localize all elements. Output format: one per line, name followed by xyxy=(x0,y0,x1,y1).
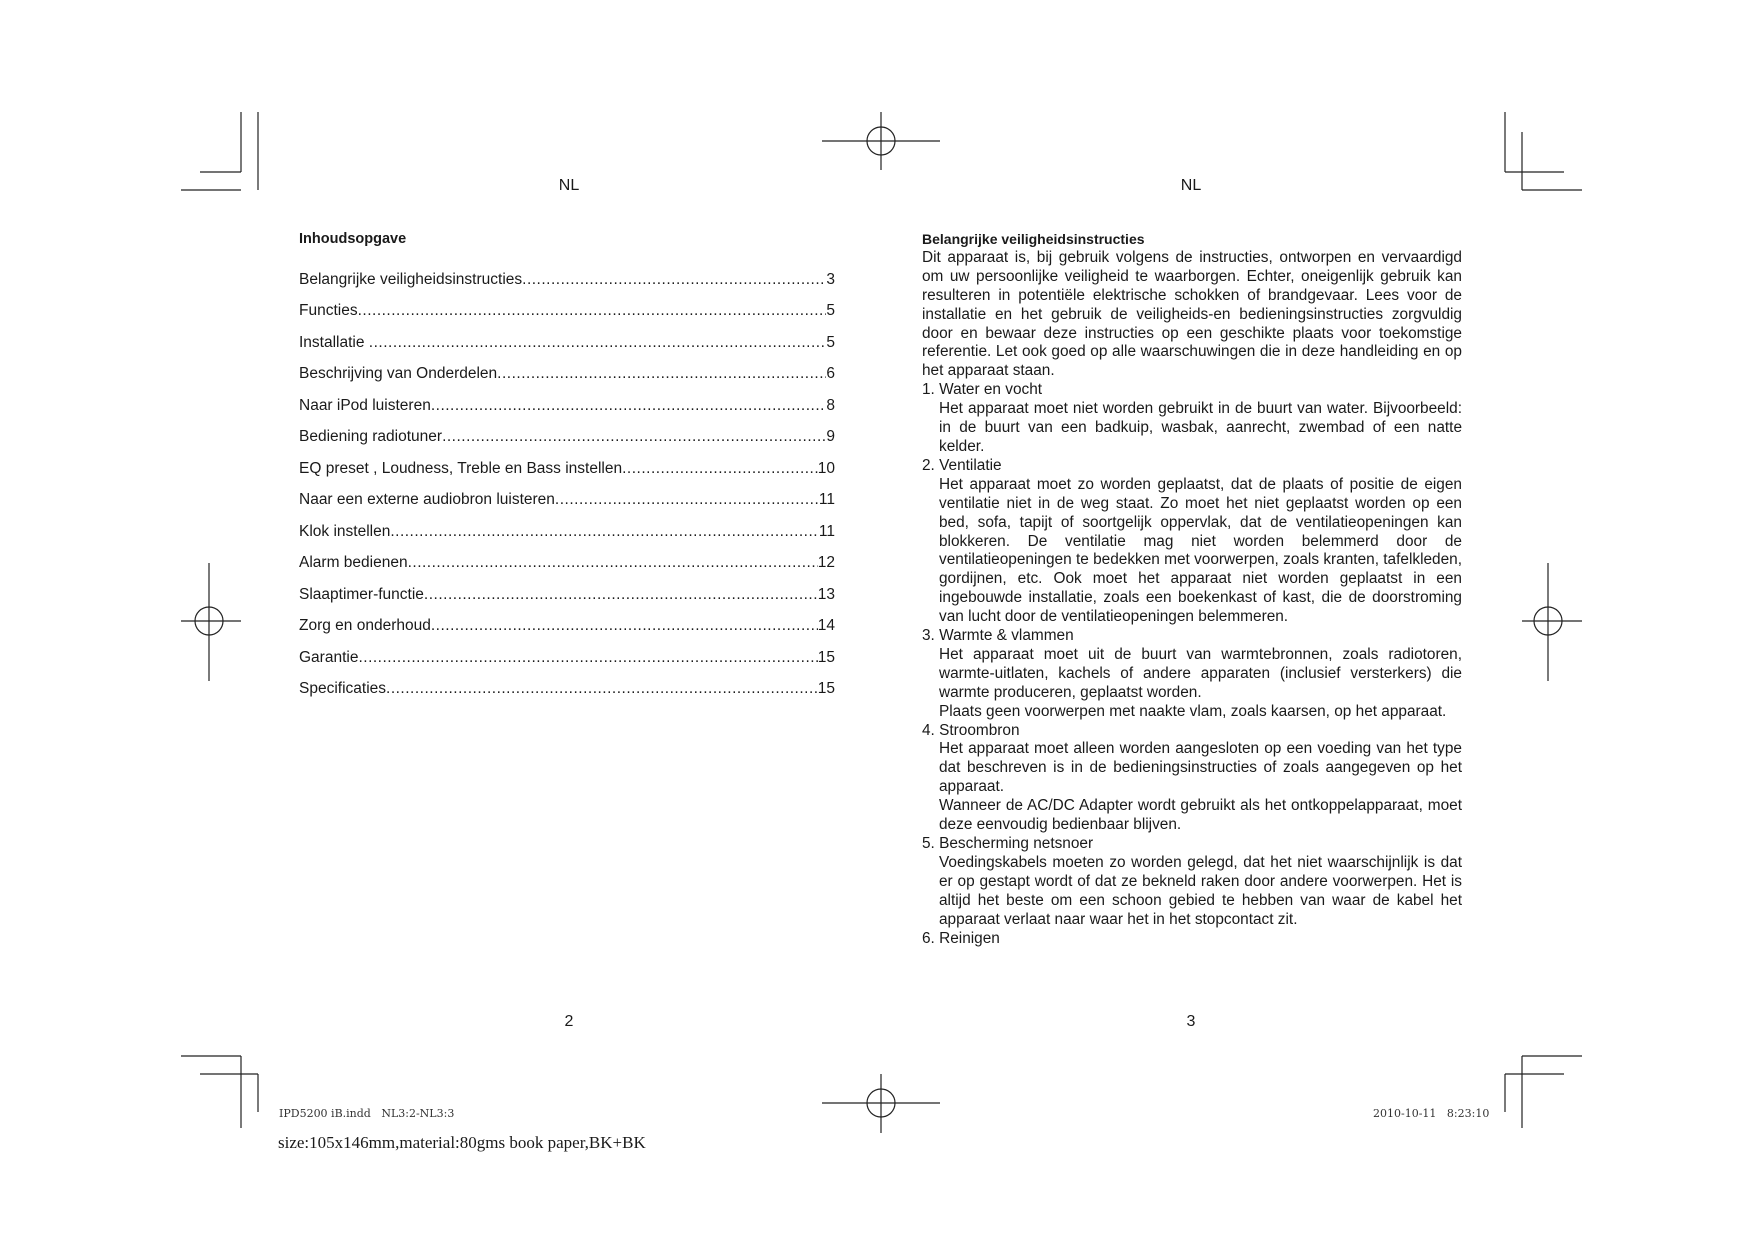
toc-leader-dots xyxy=(555,491,819,509)
section-paragraph: Voedingskabels moeten zo worden gelegd, dat het niet waarschijnlijk is dat er op gestapt wordt of dat ze bekneld raken door andere voorwerpen. Het is altijd het beste om een schoon gebied te hebben van waar de kabel het apparaat verlaat naar waar het in het stopcontact zit. xyxy=(939,853,1462,928)
table-of-contents xyxy=(299,257,835,698)
footer-size-note: size:105x146mm,material:80gms book paper,BK+BK xyxy=(278,1133,646,1152)
toc-entry-page: 14 xyxy=(817,617,835,634)
toc-entry-page: 15 xyxy=(817,648,835,666)
section-paragraph: Het apparaat moet alleen worden aangesloten op een voeding van het type dat beschreven is in de bedieningsinstructies of zoals aangegeven op het apparaat. xyxy=(939,740,1462,796)
toc-entry xyxy=(299,478,835,510)
left-page-language: NL xyxy=(558,177,580,194)
section-body xyxy=(922,476,1462,627)
toc-leader-dots xyxy=(386,680,818,698)
toc-entry-label: Belangrijke veiligheidsinstructies xyxy=(299,270,523,288)
toc-leader-dots xyxy=(390,523,819,541)
toc-entry xyxy=(299,352,835,384)
toc-entry-label: Alarm bedienen xyxy=(299,554,408,571)
section-heading: 6. Reinigen xyxy=(922,929,1000,947)
toc-entry-page: 9 xyxy=(826,428,835,445)
safety-intro: Dit apparaat is, bij gebruik volgens de instructies, ontworpen en vervaardigd om uw persoonlijke veiligheid te waarborgen. Echter, oneigenlijk gebruik kan resulteren in potentiële elektrische schokken of brandgevaar. Lees voor de installatie en het gebruik de veiligheids-en bedieningsinstructies zorgvuldig door en bewaar deze instructies op een geschikte plaats voor toekomstige referentie. Let ook goed op alle waarschuwingen die in deze handleiding en op het apparaat staan. xyxy=(922,248,1462,380)
safety-sections xyxy=(922,381,1462,948)
section-heading: 1. Water en vocht xyxy=(922,381,1043,399)
toc-leader-dots xyxy=(431,617,818,635)
right-page-number: 3 xyxy=(1186,1013,1196,1030)
left-page-number: 2 xyxy=(564,1013,574,1030)
toc-entry xyxy=(299,446,835,478)
footer-file-info: IPD5200 iB.indd NL3:2-NL3:3 xyxy=(279,1107,455,1120)
safety-instructions xyxy=(922,230,1462,948)
right-page-language: NL xyxy=(1180,177,1202,194)
toc-leader-dots xyxy=(522,271,826,289)
toc-entry-label: Zorg en onderhoud xyxy=(299,617,431,634)
toc-entry-label: Beschrijving van Onderdelen xyxy=(299,365,498,382)
toc-entry-label: Specificaties xyxy=(299,680,387,697)
footer-timestamp: 2010-10-11 8:23:10 xyxy=(1373,1107,1490,1120)
toc-entry xyxy=(299,509,835,541)
toc-entry-label: Slaaptimer-functie xyxy=(299,585,424,603)
toc-leader-dots xyxy=(622,460,818,478)
toc-entry-page: 3 xyxy=(826,270,835,288)
toc-entry-page: 13 xyxy=(817,585,835,603)
toc-entry-label: Bediening radiotuner xyxy=(299,428,443,445)
toc-entry-label: EQ preset , Loudness, Treble en Bass instellen xyxy=(299,459,623,477)
toc-leader-dots xyxy=(358,302,827,320)
toc-entry-page: 10 xyxy=(817,459,835,477)
toc-entry-page: 11 xyxy=(818,491,835,508)
toc-entry-page: 5 xyxy=(826,302,835,319)
toc-entry xyxy=(299,604,835,636)
toc-entry xyxy=(299,635,835,667)
section-body xyxy=(922,740,1462,835)
toc-entry xyxy=(299,320,835,352)
toc-entry-page: 12 xyxy=(817,554,835,571)
safety-title: Belangrijke veiligheidsinstructies xyxy=(922,231,1145,247)
toc-leader-dots xyxy=(358,649,817,667)
toc-entry-label: Klok instellen xyxy=(299,522,391,540)
toc-entry-label: Naar iPod luisteren xyxy=(299,396,431,414)
toc-entry xyxy=(299,572,835,604)
toc-entry xyxy=(299,667,835,699)
section-body xyxy=(922,854,1462,930)
toc-entry-page: 11 xyxy=(818,522,835,540)
toc-leader-dots xyxy=(424,586,818,604)
toc-entry-label: Installatie xyxy=(299,333,369,351)
toc-entry-label: Garantie xyxy=(299,648,359,666)
toc-leader-dots xyxy=(497,365,826,383)
section-paragraph: Het apparaat moet zo worden geplaatst, dat de plaats of positie de eigen ventilatie niet in de weg staat. Zo moet het niet geplaatst worden op een bed, sofa, tapijt of soortgelijk oppervlak, dat de ventilatieopeningen kan blokkeren. De ventilatie mag niet worden belemmerd door de ventilatieopeningen te bedekken met voorwerpen, zoals kranten, tafelkleden, gordijnen, etc. Ook moet het apparaat niet worden geplaatst in een ingebouwde installatie, zoals een boekenkast of kast, die de doorstroming van lucht door de ventilatieopeningen belemmeren. xyxy=(939,475,1462,626)
section-heading: 4. Stroombron xyxy=(922,721,1020,739)
toc-leader-dots xyxy=(442,428,826,446)
toc-entry-page: 15 xyxy=(817,680,835,697)
section-body xyxy=(922,400,1462,457)
toc-leader-dots xyxy=(408,554,818,572)
section-heading: 2. Ventilatie xyxy=(922,456,1002,474)
toc-entry xyxy=(299,383,835,415)
toc-entry-label: Functies xyxy=(299,302,358,319)
toc-leader-dots xyxy=(369,334,827,352)
section-heading: 5. Bescherming netsnoer xyxy=(922,835,1094,852)
toc-entry xyxy=(299,541,835,573)
section-heading: 3. Warmte & vlammen xyxy=(922,627,1074,645)
section-paragraph: Het apparaat moet niet worden gebruikt in de buurt van water. Bijvoorbeeld: in de buurt van een badkuip, wasbak, aanrecht, zwembad of een natte kelder. xyxy=(939,400,1462,455)
toc-entry-label: Naar een externe audiobron luisteren xyxy=(299,491,555,508)
toc-entry-page: 5 xyxy=(826,333,835,351)
toc-entry-page: 6 xyxy=(826,365,835,382)
toc-leader-dots xyxy=(431,397,827,415)
section-body xyxy=(922,646,1462,722)
toc-entry xyxy=(299,415,835,447)
section-paragraph: Plaats geen voorwerpen met naakte vlam, zoals kaarsen, op het apparaat. xyxy=(939,702,1447,720)
section-paragraph: Wanneer de AC/DC Adapter wordt gebruikt als het ontkoppelapparaat, moet deze eenvoudig bedienbaar blijven. xyxy=(939,797,1462,834)
toc-title: Inhoudsopgave xyxy=(299,231,407,247)
toc-entry xyxy=(299,257,835,289)
toc-entry-page: 8 xyxy=(826,396,835,414)
toc-entry xyxy=(299,289,835,321)
section-paragraph: Het apparaat moet uit de buurt van warmtebronnen, zoals radiotoren, warmte-uitlaten, kachels of andere apparaten (inclusief versterkers) die warmte produceren, geplaatst worden. xyxy=(939,645,1462,701)
